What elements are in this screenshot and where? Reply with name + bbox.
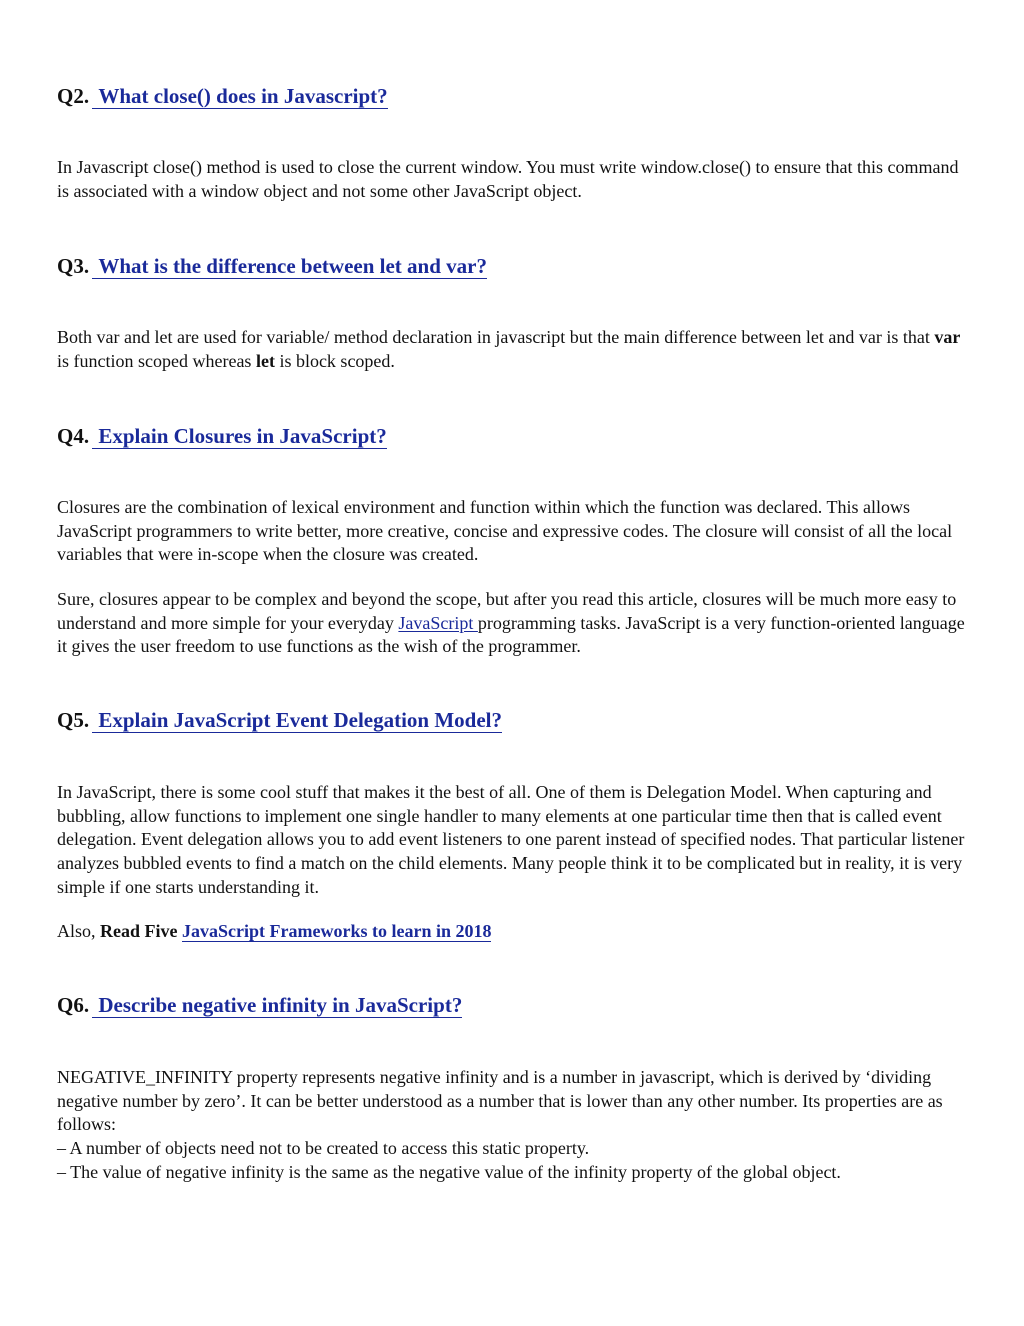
let-keyword: let	[255, 350, 275, 371]
question-6-answer-line-3: – The value of negative infinity is the same as the negative value of the infinity property of the global object.	[57, 1161, 841, 1182]
question-3-answer-text	[57, 326, 967, 373]
also-read-text	[57, 920, 967, 944]
question-3-answer-part3: is block scoped.	[274, 350, 395, 371]
question-6-number: Q6.	[57, 993, 90, 1017]
read-five-label: Read Five	[100, 921, 182, 941]
question-4	[57, 424, 967, 448]
also-prefix: Also,	[57, 921, 101, 941]
question-4-answer-2-part2: programming tasks. JavaScript is a very function-oriented language it gives the user freedom to use functions as the wish of the programmer.	[57, 612, 965, 657]
question-3-number: Q3.	[57, 254, 90, 278]
frameworks-link[interactable]: JavaScript Frameworks to learn in 2018	[182, 921, 492, 941]
question-2-answer-text: In Javascript close() method is used to close the current window. You must write window.close() to ensure that this command is associated with a window object and not some other JavaScript object.	[57, 157, 959, 201]
question-3-answer-part1: Both var and let are used for variable/ method declaration in javascript but the main difference between let and var is that	[57, 327, 935, 347]
question-6-heading	[57, 993, 967, 1017]
also-read-line	[57, 920, 967, 944]
question-3-heading	[57, 254, 967, 278]
question-3-answer-part2: is function scoped whereas	[57, 350, 256, 371]
question-2-number: Q2.	[57, 84, 90, 108]
question-4-answer-text-2	[57, 588, 967, 659]
question-4-title-link[interactable]: Explain Closures in JavaScript?	[92, 424, 386, 449]
question-6	[57, 993, 967, 1017]
question-6-answer	[57, 1066, 967, 1185]
question-2-title-link[interactable]: What close() does in Javascript?	[92, 84, 387, 109]
question-5-answer-text: In JavaScript, there is some cool stuff that makes it the best of all. One of them is Delegation Model. When capturing and bubbling, allow functions to implement one single handler to many elements at one particular time then that is called event delegation. Event delegation allows you to add event listeners to one parent instead of specified nodes. That particular listener analyzes bubbled events to find a match on the child elements. Many people think it to be complicated but in reality, it is very simple if one starts understanding it.	[57, 782, 965, 897]
question-4-answer-text-1: Closures are the combination of lexical environment and function within which the function was declared. This allows JavaScript programmers to write better, more creative, concise and expressive codes. The closure will consist of all the local variables that were in-scope when the closure was created.	[57, 497, 953, 565]
var-keyword: var	[934, 327, 961, 347]
question-4-answer-2	[57, 588, 967, 659]
question-6-answer-line-2: – A number of objects need not to be created to access this static property.	[57, 1138, 590, 1159]
question-2-answer	[57, 156, 967, 203]
question-2	[57, 84, 967, 108]
question-6-title-link[interactable]: Describe negative infinity in JavaScript?	[92, 993, 462, 1018]
question-4-number: Q4.	[57, 424, 90, 448]
javascript-link[interactable]: JavaScript	[398, 612, 478, 633]
question-3-answer	[57, 326, 967, 373]
question-5-number: Q5.	[57, 708, 90, 732]
question-3	[57, 254, 967, 278]
question-5-title-link[interactable]: Explain JavaScript Event Delegation Model?	[92, 708, 502, 733]
question-5-heading	[57, 708, 967, 732]
question-4-answer-2-part1: Sure, closures appear to be complex and beyond the scope, but after you read this article, closures will be much more easy to understand and more simple for your everyday	[57, 589, 957, 633]
question-6-answer-line-1: NEGATIVE_INFINITY property represents negative infinity and is a number in javascript, which is derived by ‘dividing negative number by zero’. It can be better understood as a number that is lower than any other number. Its properties are as follows:	[57, 1067, 943, 1135]
question-2-heading	[57, 84, 967, 108]
question-4-heading	[57, 424, 967, 448]
question-4-answer	[57, 496, 967, 567]
question-3-title-link[interactable]: What is the difference between let and var?	[92, 254, 487, 279]
question-5	[57, 708, 967, 732]
question-5-answer	[57, 781, 967, 900]
